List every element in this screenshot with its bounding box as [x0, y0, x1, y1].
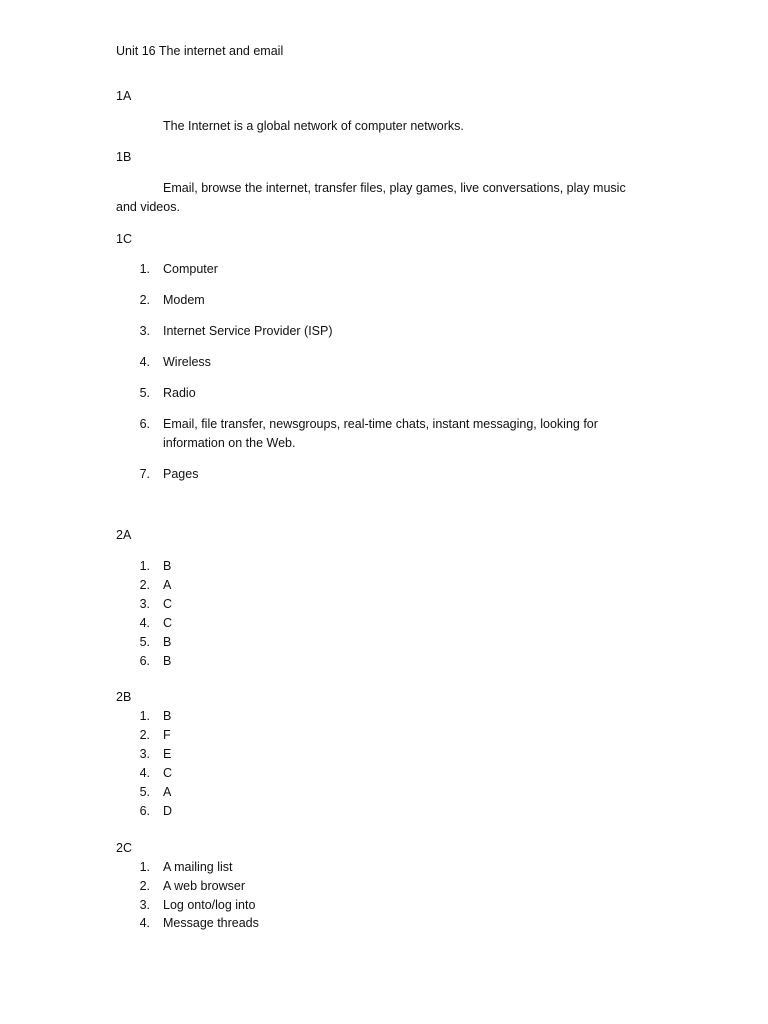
section-heading-2b: 2B	[116, 690, 132, 704]
list-item-number: 3.	[139, 597, 150, 611]
list-item-number: 5.	[139, 386, 150, 400]
list-item-number: 5.	[139, 785, 150, 799]
list-item-text: D	[163, 804, 173, 818]
list-item-number: 1.	[139, 559, 150, 573]
list-item-text: Email, file transfer, newsgroups, real-time chats, instant messaging, looking for information on the Web.	[163, 417, 598, 450]
list-item-number: 7.	[139, 467, 150, 481]
list-item-number: 4.	[139, 916, 150, 930]
list-item-number: 1.	[139, 262, 150, 276]
list-item-number: 3.	[139, 324, 150, 338]
list-item-text: E	[163, 747, 172, 761]
section-heading-2a: 2A	[116, 528, 132, 542]
list-item-number: 2.	[139, 879, 150, 893]
list-item-text: C	[163, 766, 173, 780]
list-item-number: 6.	[139, 654, 150, 668]
list-item-number: 4.	[139, 616, 150, 630]
list-item-number: 4.	[139, 766, 150, 780]
list-item-number: 1.	[139, 709, 150, 723]
list-item-number: 3.	[139, 898, 150, 912]
list-item-text: B	[163, 559, 172, 573]
list-item-text: F	[163, 728, 171, 742]
list-item-number: 6.	[139, 804, 150, 818]
list-item-number: 3.	[139, 747, 150, 761]
document-title: Unit 16 The internet and email	[116, 44, 284, 58]
list-item-text: B	[163, 635, 172, 649]
list-item-text: C	[163, 616, 173, 630]
list-item-text: Radio	[163, 386, 196, 400]
list-item-text: Computer	[163, 262, 218, 276]
list-item-text: Modem	[163, 293, 205, 307]
section-1b-text-line1: Email, browse the internet, transfer files, play games, live conversations, play music	[163, 181, 626, 195]
list-item-text: Log onto/log into	[163, 898, 256, 912]
list-item-number: 2.	[139, 578, 150, 592]
list-item-text: A web browser	[163, 879, 245, 893]
list-item-number: 2.	[139, 293, 150, 307]
list-item-text: Message threads	[163, 916, 259, 930]
list-item-number: 1.	[139, 860, 150, 874]
list-item-number: 5.	[139, 635, 150, 649]
list-item-text: B	[163, 709, 172, 723]
list-item-text: A	[163, 785, 172, 799]
list-item-number: 2.	[139, 728, 150, 742]
section-1a-text: The Internet is a global network of computer networks.	[163, 119, 464, 133]
section-heading-1c: 1C	[116, 232, 132, 246]
list-item-text: C	[163, 597, 173, 611]
list-item-text: A	[163, 578, 172, 592]
list-item-text: B	[163, 654, 172, 668]
section-heading-1b: 1B	[116, 150, 132, 164]
list-item-text: Internet Service Provider (ISP)	[163, 324, 333, 338]
list-item-text: Wireless	[163, 355, 211, 369]
list-item-number: 6.	[139, 417, 150, 431]
list-item-text: A mailing list	[163, 860, 233, 874]
section-heading-1a: 1A	[116, 89, 132, 103]
section-1b-text-line2: and videos.	[116, 200, 180, 214]
list-item-text: Pages	[163, 467, 199, 481]
section-heading-2c: 2C	[116, 841, 132, 855]
list-item-number: 4.	[139, 355, 150, 369]
